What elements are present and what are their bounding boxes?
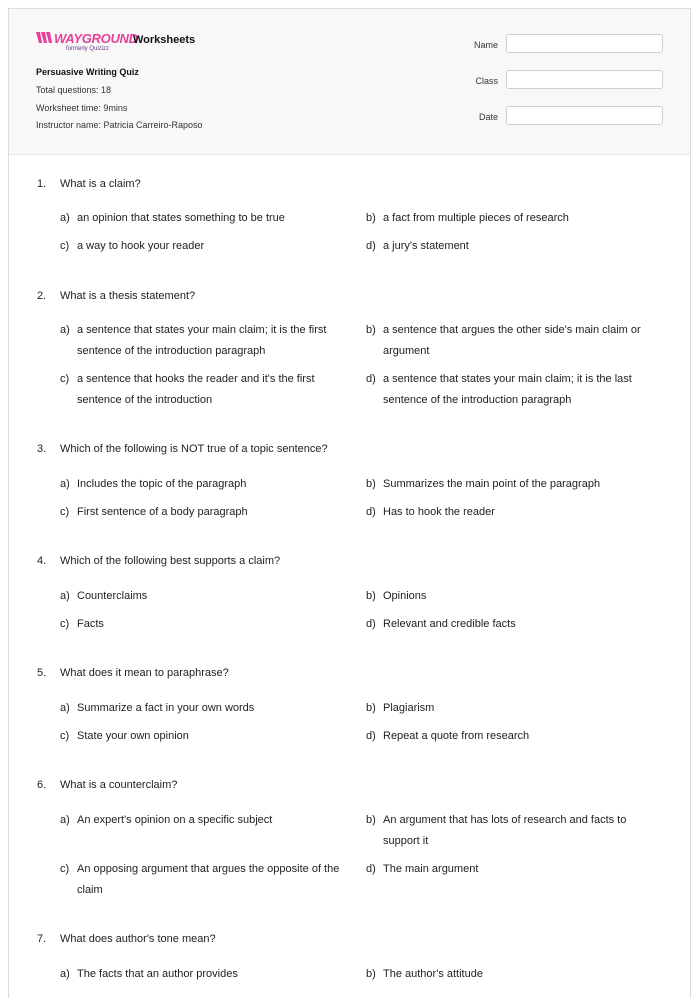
answer-option — [366, 964, 666, 985]
option-key: c) — [60, 618, 70, 630]
product-name: Worksheets — [133, 34, 196, 46]
worksheet-time: Worksheet time: 9mins — [36, 103, 128, 113]
option-text: a sentence that states your main claim; it is the first sentence of the introduction paragraph — [77, 324, 327, 357]
option-key: b) — [366, 702, 376, 714]
option-key: a) — [60, 324, 70, 336]
option-text: The facts that an author provides — [77, 968, 238, 980]
answer-option — [60, 208, 350, 229]
answer-option — [366, 810, 666, 852]
option-key: d) — [366, 618, 376, 630]
answer-option — [60, 502, 350, 523]
worksheet-page — [8, 8, 691, 998]
option-text: An argument that has lots of research and facts to support it — [383, 814, 627, 847]
option-key: a) — [60, 968, 70, 980]
answer-option — [60, 726, 350, 747]
option-text: Includes the topic of the paragraph — [77, 478, 247, 490]
answer-option — [60, 474, 350, 495]
option-text: Relevant and credible facts — [383, 618, 516, 630]
answer-option — [366, 474, 666, 495]
option-key: b) — [366, 478, 376, 490]
option-text: Facts — [77, 618, 104, 630]
brand-name: WAYGROUND — [54, 31, 138, 46]
option-key: b) — [366, 968, 376, 980]
option-key: b) — [366, 814, 376, 826]
option-key: a) — [60, 590, 70, 602]
answer-option — [366, 320, 670, 362]
question-number: 3. — [37, 443, 47, 455]
option-key: c) — [60, 373, 70, 385]
question-text: What does author's tone mean? — [60, 933, 216, 945]
answer-option — [366, 859, 666, 880]
question-number: 2. — [37, 290, 47, 302]
question-text: What does it mean to paraphrase? — [60, 667, 229, 679]
option-key: d) — [366, 240, 376, 252]
name-label: Name — [473, 40, 498, 50]
option-text: Summarize a fact in your own words — [77, 702, 255, 714]
question-number: 5. — [37, 667, 47, 679]
question-text: What is a counterclaim? — [60, 779, 178, 791]
name-field[interactable] — [506, 34, 663, 53]
option-key: a) — [60, 702, 70, 714]
option-key: c) — [60, 730, 70, 742]
option-key: d) — [366, 373, 376, 385]
question-number: 7. — [37, 933, 47, 945]
option-text: a jury's statement — [383, 240, 469, 252]
answer-option — [366, 698, 666, 719]
option-key: d) — [366, 863, 376, 875]
option-key: a) — [60, 478, 70, 490]
brand-subtitle: formerly Quizizz — [66, 46, 110, 52]
answer-option — [60, 859, 350, 901]
question-number: 6. — [37, 779, 47, 791]
option-text: Repeat a quote from research — [383, 730, 530, 742]
answer-option — [60, 614, 350, 635]
answer-option — [60, 236, 350, 257]
answer-option — [366, 726, 666, 747]
option-text: an opinion that states something to be true — [77, 212, 285, 224]
worksheet-header — [9, 9, 690, 155]
answer-option — [366, 208, 666, 229]
option-text: Summarizes the main point of the paragraph — [383, 478, 601, 490]
option-key: d) — [366, 506, 376, 518]
option-text: First sentence of a body paragraph — [77, 506, 248, 518]
option-text: a fact from multiple pieces of research — [383, 212, 569, 224]
option-text: Plagiarism — [383, 702, 435, 714]
option-text: a sentence that hooks the reader and it's the first sentence of the introduction — [77, 373, 315, 406]
question-number: 1. — [37, 178, 47, 190]
answer-option — [366, 614, 666, 635]
answer-option — [60, 698, 350, 719]
option-key: d) — [366, 730, 376, 742]
brand-wordmark — [36, 31, 138, 46]
option-text: State your own opinion — [77, 730, 189, 742]
option-text: a way to hook your reader — [77, 240, 205, 252]
option-text: The author's attitude — [383, 968, 483, 980]
quiz-title: Persuasive Writing Quiz — [36, 67, 139, 77]
option-text: a sentence that argues the other side's main claim or argument — [383, 324, 641, 357]
option-key: c) — [60, 506, 70, 518]
answer-option — [366, 586, 666, 607]
option-text: Has to hook the reader — [383, 506, 495, 518]
option-text: An expert's opinion on a specific subject — [77, 814, 273, 826]
answer-option — [60, 964, 350, 985]
answer-option — [366, 502, 666, 523]
question-text: Which of the following is NOT true of a topic sentence? — [60, 443, 328, 455]
question-number: 4. — [37, 555, 47, 567]
option-key: b) — [366, 590, 376, 602]
total-questions: Total questions: 18 — [36, 85, 112, 95]
answer-option — [60, 320, 358, 362]
option-key: b) — [366, 324, 376, 336]
instructor-name: Instructor name: Patricia Carreiro-Raposo — [36, 120, 203, 130]
question-text: What is a claim? — [60, 178, 141, 190]
date-field[interactable] — [506, 106, 663, 125]
class-field[interactable] — [506, 70, 663, 89]
option-key: c) — [60, 863, 70, 875]
date-label: Date — [478, 112, 498, 122]
brand-mark-icon — [36, 31, 54, 46]
option-key: a) — [60, 212, 70, 224]
option-text: Opinions — [383, 590, 427, 602]
option-text: Counterclaims — [77, 590, 148, 602]
answer-option — [60, 586, 350, 607]
option-key: a) — [60, 814, 70, 826]
option-text: The main argument — [383, 863, 479, 875]
option-key: c) — [60, 240, 70, 252]
answer-option — [60, 810, 350, 831]
question-text: Which of the following best supports a claim? — [60, 555, 281, 567]
class-label: Class — [475, 76, 498, 86]
option-text: An opposing argument that argues the opposite of the claim — [77, 863, 340, 896]
question-text: What is a thesis statement? — [60, 290, 196, 302]
option-text: a sentence that states your main claim; it is the last sentence of the introduction paragraph — [383, 373, 632, 406]
option-key: b) — [366, 212, 376, 224]
answer-option — [366, 236, 666, 257]
answer-option — [60, 369, 350, 411]
answer-option — [366, 369, 666, 411]
